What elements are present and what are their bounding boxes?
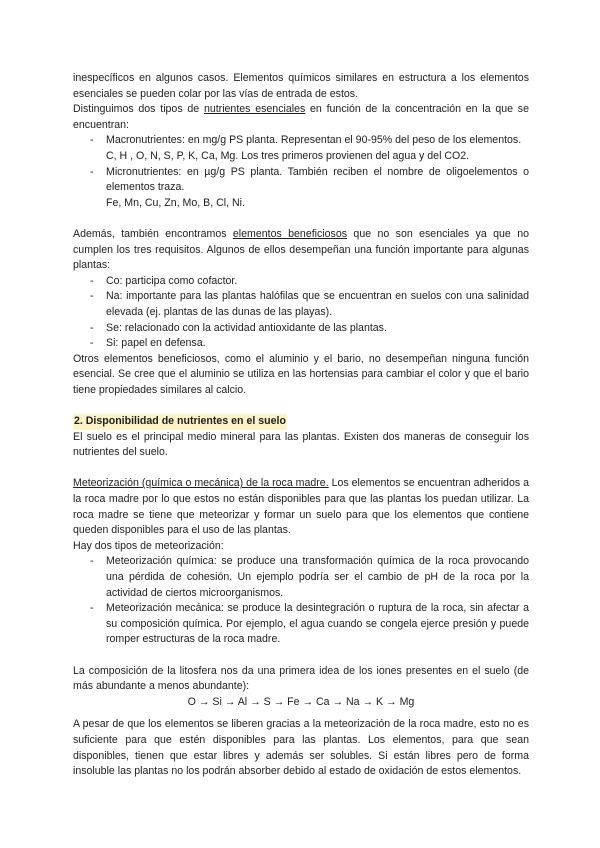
list-item-si: - Si: papel en defensa. — [73, 336, 529, 352]
weathering-term: Meteorización (química o mecánica) de la roca madre. — [73, 477, 329, 490]
list-item-mechanical-weathering: - Meteorización mecánica: se produce la desintegración o ruptura de la roca, sin afectar a su composición química. Por ejemplo, el agua cuando se congela ejerce presión y puede romper estructuras de la roca madre. — [73, 601, 529, 648]
weathering-types-intro: Hay dos tipos de meteorización: — [73, 539, 224, 552]
beneficial-elements-paragraph — [73, 227, 529, 274]
lithosphere-paragraph: La composición de la litosfera nos da una primera idea de los iones presentes en el suelo (de más abundante a menos abundante): — [73, 664, 529, 693]
element-abundance-sequence: O → Si → Al → S → Fe → Ca → Na → K → Mg — [187, 695, 415, 708]
list-item-na: - Na: importante para las plantas halófilas que se encuentran en suelos con una salinidad elevada (ej. plantas de las dunas de las playas). — [73, 289, 529, 320]
macronutrients-text: - Macronutrientes: en mg/g PS planta. Representan el 90-95% del peso de los elementos. — [106, 134, 522, 147]
list-item-chemical-weathering: - Meteorización química: se produce una transformación química de la roca provocando una pérdida de cohesión. Un ejemplo podría ser el cambio de pH de la roca por la actividad de ciertos microorganismos. — [73, 554, 529, 601]
essential-intro-text: Distinguimos dos tipos de — [73, 103, 204, 116]
list-item-macronutrients — [73, 133, 529, 164]
beneficial-elements-list — [73, 274, 529, 352]
weathering-paragraph — [73, 476, 529, 538]
micronutrients-elements: Fe, Mn, Cu, Zn, Mo, B, Cl, Ni. — [106, 196, 245, 209]
section-heading: 2. Disponibilidad de nutrientes en el suelo — [73, 414, 287, 430]
soil-intro-paragraph: El suelo es el principal medio mineral para las plantas. Existen dos maneras de conseguir los nutrientes del suelo. — [73, 430, 529, 459]
beneficial-intro-text: Además, también encontramos — [73, 227, 233, 240]
list-item-se: - Se: relacionado con la actividad antioxidante de las plantas. — [73, 321, 529, 337]
essential-nutrients-term: nutrientes esenciales — [203, 103, 306, 116]
weathering-text: Los elementos se encuentran adheridos a la roca madre por lo que estos no están disponibles para que las plantas los puedan utilizar. La roca madre se tiene que meteorizar y formar un suelo para que los elementos que contiene queden disponibles para el uso de las plantas. — [73, 477, 529, 537]
beneficial-intro-rest: que no son esenciales ya que no cumplen los tres requisitos. Algunos de ellos desempeñan una función importante para algunas plantas: — [73, 227, 529, 272]
essential-nutrients-paragraph — [73, 102, 529, 133]
weathering-types-list — [73, 554, 529, 648]
nutrient-types-list — [73, 133, 529, 211]
closing-paragraph: A pesar de que los elementos se liberen gracias a la meteorización de la roca madre, esto no es suficiente para que estén disponibles para las plantas. Los elementos, para que sean disponibles, tienen que estar libres y además ser solubles. Si están libres pero de forma insoluble las plantas no los podrán absorber debido al estado de oxidación de estos elementos. — [73, 718, 529, 778]
intro-paragraph: inespecíficos en algunos casos. Elementos químicos similares en estructura a los elementos esenciales se pueden colar por las vías de entrada de estos. — [73, 72, 529, 100]
macronutrients-elements: C, H , O, N, S, P, K, Ca, Mg. Los tres primeros provienen del agua y del CO2. — [106, 149, 470, 162]
list-item-micronutrients — [73, 165, 529, 212]
essential-intro-rest: en función de la concentración en la que se encuentran: — [73, 103, 529, 131]
beneficial-elements-term: elementos beneficiosos — [232, 227, 348, 240]
section-2-heading-wrap — [73, 414, 529, 430]
other-beneficial-paragraph: Otros elementos beneficiosos, como el aluminio y el bario, no desempeñan ninguna función esencial. Se cree que el aluminio se utiliza en las hortensias para cambiar el color y que el bario tiene propiedades similares al calcio. — [73, 352, 529, 396]
list-item-co: - Co: participa como cofactor. — [73, 274, 529, 290]
micronutrients-text: - Micronutrientes: en µg/g PS planta. También reciben el nombre de oligoelementos o elementos traza. — [106, 165, 529, 194]
